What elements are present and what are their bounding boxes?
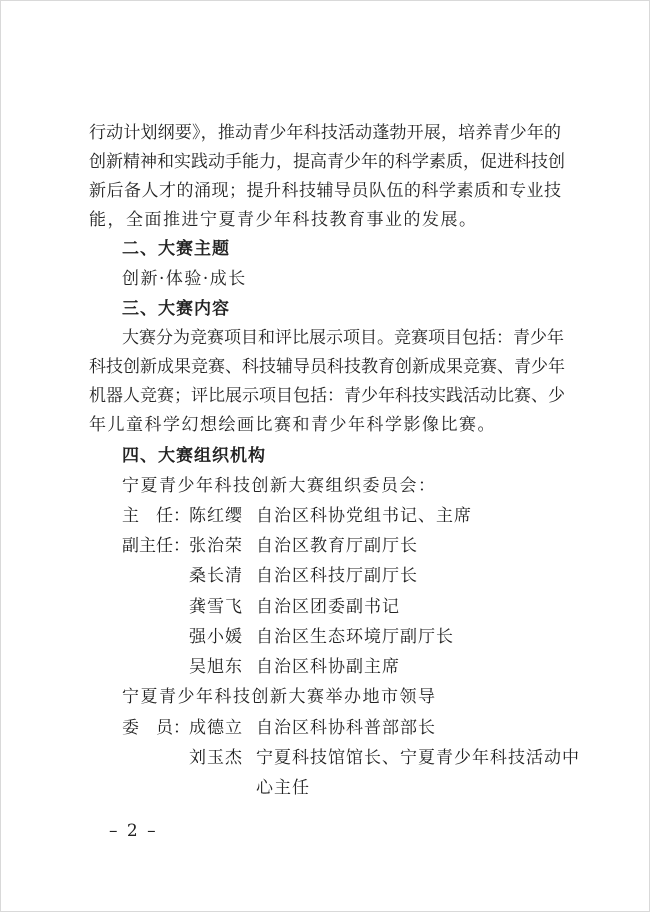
vice-chair-title: 自治区生态环境厅副厅长 [256,627,454,647]
vice-chair-title: 自治区教育厅副厅长 [256,536,418,556]
host-leaders: 宁夏青少年科技创新大赛举办地市领导 [122,687,437,707]
section3-line-4: 年儿童科学幻想绘画比赛和青少年科学影像比赛。 [89,415,496,435]
section2-heading: 二、大赛主题 [122,239,230,259]
vice-chair-row [1,623,649,651]
vice-chair-row [1,532,649,560]
page-number: – 2 – [109,821,158,841]
chair-title: 自治区科协党组书记、主席 [256,506,472,526]
member-name: 成德立 [189,718,243,738]
vice-chair-name: 吴旭东 [189,657,243,677]
committee-title: 宁夏青少年科技创新大赛组织委员会： [122,476,437,496]
intro-line-4: 能，全面推进宁夏青少年科技教育事业的发展。 [89,210,478,230]
chair-role: 主 任： [122,506,190,526]
member-row [1,714,649,742]
intro-line-3: 新后备人才的涌现；提升科技辅导员队伍的科学素质和专业技 [89,181,561,201]
member-title-continued-row [1,774,649,802]
intro-line-1: 行动计划纲要》，推动青少年科技活动蓬勃开展，培养青少年的 [89,123,561,143]
section2-text: 创新·体验·成长 [122,269,247,289]
section3-heading: 三、大赛内容 [122,299,230,319]
section3-line-2: 科技创新成果竞赛、科技辅导员科技教育创新成果竞赛、青少年 [89,357,565,377]
member-title-continued: 心主任 [256,778,310,798]
member-name: 刘玉杰 [189,748,243,768]
section3-line-1: 大赛分为竞赛项目和评比展示项目。竞赛项目包括：青少年 [122,328,564,348]
section4-heading: 四、大赛组织机构 [122,446,266,466]
chair-row [1,502,649,530]
vice-chair-title: 自治区团委副书记 [256,597,400,617]
vice-chair-row [1,653,649,681]
vice-chair-name: 张治荣 [189,536,243,556]
vice-chair-role: 副主任： [122,536,190,556]
member-title: 自治区科协科普部部长 [256,718,436,738]
intro-line-2: 创新精神和实践动手能力，提高青少年的科学素质，促进科技创 [89,152,565,172]
section3-line-3: 机器人竞赛；评比展示项目包括：青少年科技实践活动比赛、少 [89,386,565,406]
member-role: 委 员： [122,718,190,738]
member-row [1,744,649,772]
vice-chair-row [1,562,649,590]
chair-name: 陈红缨 [189,506,243,526]
vice-chair-name: 强小媛 [189,627,243,647]
vice-chair-title: 自治区科协副主席 [256,657,400,677]
vice-chair-title: 自治区科技厅副厅长 [256,566,418,586]
vice-chair-name: 龚雪飞 [189,597,243,617]
vice-chair-row [1,593,649,621]
member-title: 宁夏科技馆馆长、宁夏青少年科技活动中 [256,748,580,768]
vice-chair-name: 桑长清 [189,566,243,586]
